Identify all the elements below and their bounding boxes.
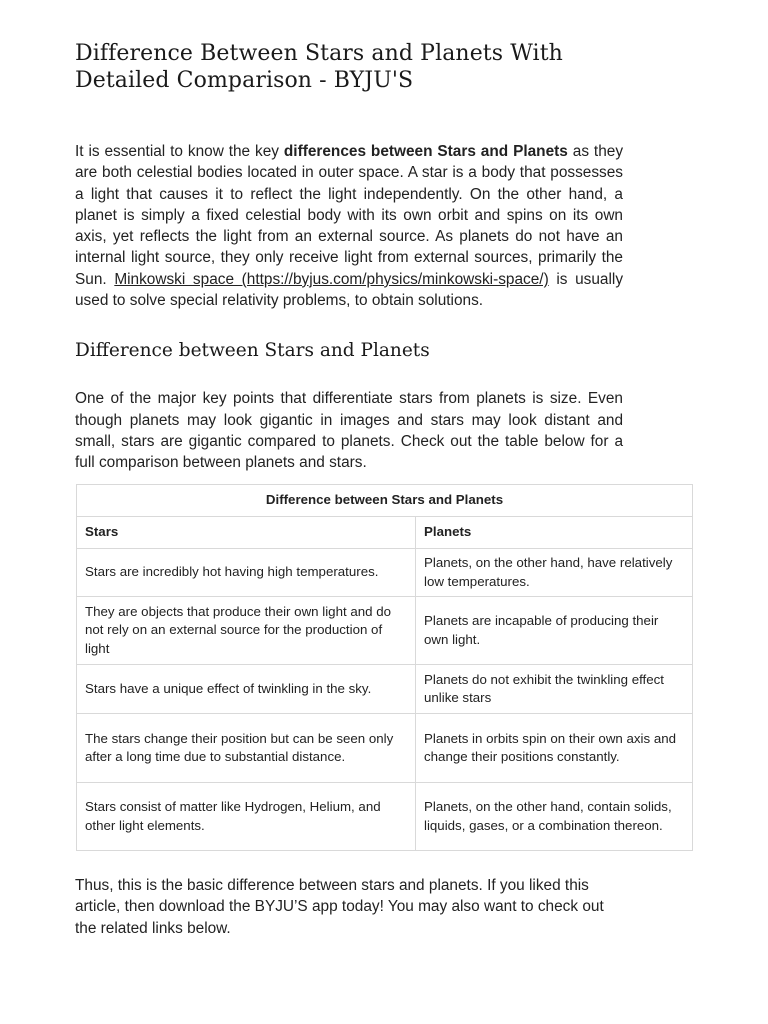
table-cell-stars: They are objects that produce their own light and do not rely on an external source for the production of light <box>77 597 416 665</box>
intro-tail: is usually used to solve special relativity problems, to obtain solutions. <box>75 270 624 310</box>
table-cell-stars: Stars consist of matter like Hydrogen, Helium, and other light elements. <box>77 783 416 851</box>
intro-bold: differences between Stars and Planets <box>283 143 568 160</box>
table-cell-planets: Planets in orbits spin on their own axis and change their positions constantly. <box>416 714 693 783</box>
section-paragraph: One of the major key points that differentiate stars from planets is size. Even though planets may look gigantic in images and stars may look distant and small, stars are gigantic compared to planets. Check out the table below for a full comparison between planets and stars. <box>75 390 623 472</box>
comparison-table <box>76 484 693 851</box>
intro-rest: as they are both celestial bodies located in outer space. A star is a body that possesses a light that causes it to reflect the light independently. On the other hand, a planet is simply a fixed celestial body with its own orbit and spins on its own axis, yet reflects the light from an external source. As planets do not have an internal light source, they only receive light from external sources, primarily the Sun. <box>75 143 624 288</box>
table-cell-planets: Planets, on the other hand, have relatively low temperatures. <box>416 549 693 597</box>
comparison-table-wrapper <box>76 484 693 851</box>
minkowski-space-link[interactable]: Minkowski space (https://byjus.com/physics/minkowski-space/) <box>114 270 549 288</box>
table-row <box>77 714 693 783</box>
table-cell-stars: Stars are incredibly hot having high temperatures. <box>77 549 416 597</box>
column-header-stars: Stars <box>77 517 416 549</box>
column-header-planets: Planets <box>416 517 693 549</box>
table-cell-planets: Planets are incapable of producing their own light. <box>416 597 693 665</box>
table-row <box>77 665 693 714</box>
article <box>75 40 623 474</box>
section-heading: Difference between Stars and Planets <box>75 340 430 362</box>
intro-paragraph <box>75 141 623 311</box>
table-row <box>77 783 693 851</box>
table-cell-planets: Planets do not exhibit the twinkling effect unlike stars <box>416 665 693 714</box>
table-row <box>77 597 693 665</box>
intro-lead: It is essential to know the key <box>75 143 284 160</box>
table-cell-stars: Stars have a unique effect of twinkling in the sky. <box>77 665 416 714</box>
table-row <box>77 549 693 597</box>
table-caption: Difference between Stars and Planets <box>77 485 693 517</box>
closing-paragraph: Thus, this is the basic difference between stars and planets. If you liked this article, then download the BYJU’S app today! You may also want to check out the related links below. <box>75 877 604 937</box>
page-title: Difference Between Stars and Planets With Detailed Comparison - BYJU'S <box>75 41 563 93</box>
table-cell-planets: Planets, on the other hand, contain solids, liquids, gases, or a combination thereon. <box>416 783 693 851</box>
table-cell-stars: The stars change their position but can be seen only after a long time due to substantial distance. <box>77 714 416 783</box>
